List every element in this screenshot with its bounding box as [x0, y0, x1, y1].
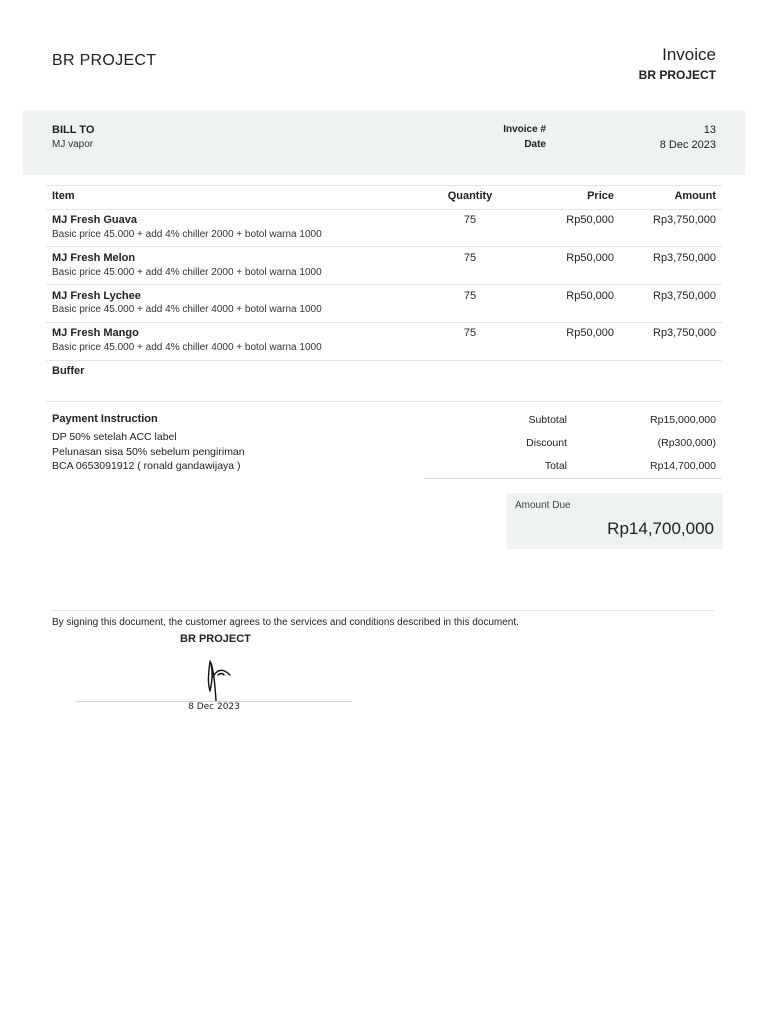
date-label: Date	[524, 139, 546, 150]
item-quantity: 75	[463, 290, 477, 302]
agreement-text: By signing this document, the customer agrees to the services and conditions described in this document.	[52, 617, 519, 628]
item-name: MJ Fresh Guava	[52, 214, 137, 226]
signature-date: 8 Dec 2023	[188, 702, 240, 712]
payment-instruction-title: Payment Instruction	[52, 413, 158, 425]
invoice-number-label: Invoice #	[503, 124, 546, 135]
row-divider	[46, 284, 722, 285]
discount-value: (Rp300,000)	[657, 437, 716, 449]
column-header-price: Price	[587, 190, 614, 202]
amount-due-value: Rp14,700,000	[607, 519, 714, 538]
table-bottom-border	[46, 401, 722, 402]
subtotal-value: Rp15,000,000	[650, 414, 716, 426]
footer-divider	[52, 610, 715, 611]
amount-due-label: Amount Due	[515, 500, 571, 511]
document-title: Invoice	[662, 45, 716, 64]
payment-instruction-line: Pelunasan sisa 50% sebelum pengiriman	[52, 446, 245, 458]
item-quantity: 75	[463, 327, 477, 339]
item-price: Rp50,000	[566, 252, 614, 264]
item-name: MJ Fresh Mango	[52, 327, 139, 339]
document-company: BR PROJECT	[638, 68, 716, 82]
item-description: Basic price 45.000 + add 4% chiller 4000 + botol warna 1000	[52, 304, 322, 315]
item-price: Rp50,000	[566, 214, 614, 226]
item-amount: Rp3,750,000	[653, 290, 716, 302]
signatory-company: BR PROJECT	[180, 633, 251, 645]
payment-instruction-line: BCA 0653091912 ( ronald gandawijaya )	[52, 460, 241, 472]
company-name: BR PROJECT	[52, 52, 157, 69]
invoice-number-value: 13	[703, 124, 716, 136]
subtotal-label: Subtotal	[528, 414, 567, 426]
total-label: Total	[544, 460, 567, 472]
signature-image	[200, 655, 240, 703]
row-divider	[46, 360, 722, 361]
total-value: Rp14,700,000	[650, 460, 716, 472]
item-description: Basic price 45.000 + add 4% chiller 2000 + botol warna 1000	[52, 229, 322, 240]
table-top-border	[46, 185, 722, 186]
payment-instruction-line: DP 50% setelah ACC label	[52, 431, 177, 443]
item-amount: Rp3,750,000	[653, 252, 716, 264]
table-header-border	[46, 209, 722, 210]
item-description: Basic price 45.000 + add 4% chiller 2000 + botol warna 1000	[52, 267, 322, 278]
item-amount: Rp3,750,000	[653, 327, 716, 339]
item-quantity: 75	[463, 214, 477, 226]
summary-divider	[425, 478, 722, 479]
discount-label: Discount	[526, 437, 567, 449]
column-header-quantity: Quantity	[447, 190, 493, 202]
row-divider	[46, 322, 722, 323]
column-header-item: Item	[52, 190, 75, 202]
bill-to-name: MJ vapor	[52, 139, 94, 150]
item-description: Basic price 45.000 + add 4% chiller 4000 + botol warna 1000	[52, 342, 322, 353]
date-value: 8 Dec 2023	[659, 139, 716, 151]
column-header-amount: Amount	[674, 190, 716, 202]
item-price: Rp50,000	[566, 327, 614, 339]
bill-to-label: BILL TO	[52, 124, 95, 136]
item-amount: Rp3,750,000	[653, 214, 716, 226]
item-name: MJ Fresh Lychee	[52, 290, 141, 302]
item-quantity: 75	[463, 252, 477, 264]
row-divider	[46, 246, 722, 247]
buffer-row-label: Buffer	[52, 365, 85, 377]
item-price: Rp50,000	[566, 290, 614, 302]
item-name: MJ Fresh Melon	[52, 252, 136, 264]
